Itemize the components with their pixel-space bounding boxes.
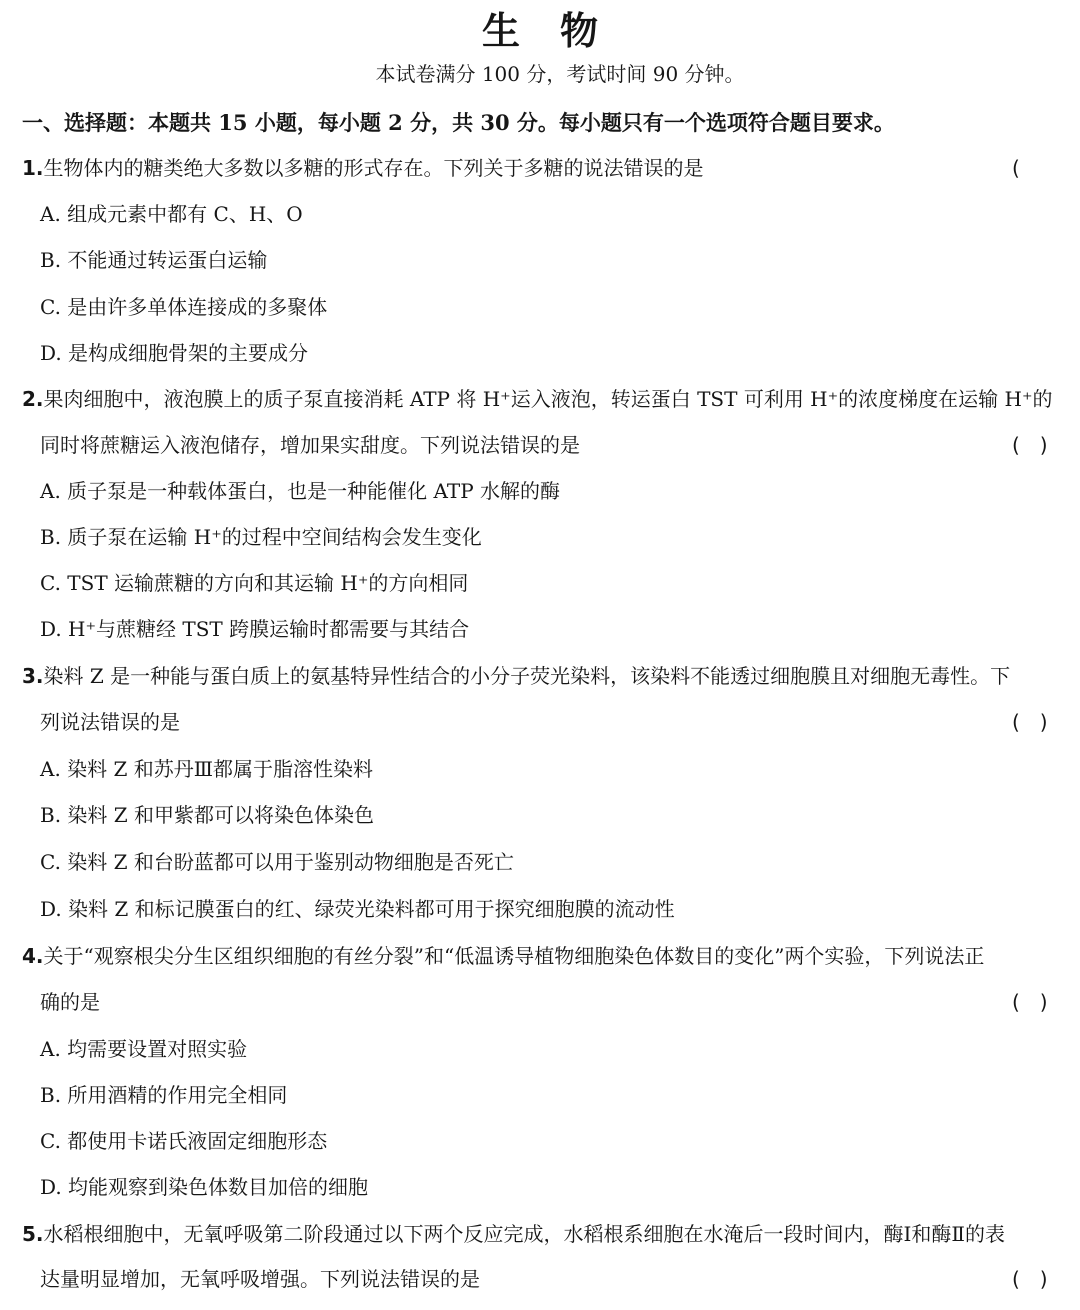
question-stem-line: 生物体内的糖类绝大多数以多糖的形式存在。下列关于多糖的说法错误的是 (43, 156, 704, 180)
question-number: 4. (22, 944, 44, 968)
exam-info: 本试卷满分 100 分，考试时间 90 分钟。 (375, 62, 745, 86)
answer-bracket: ( (1012, 156, 1020, 180)
question-stem-line: 达量明显增加，无氧呼吸增强。下列说法错误的是 (40, 1267, 480, 1291)
choice-option: B. 所用酒精的作用完全相同 (40, 1083, 288, 1107)
answer-bracket: ( ) (1012, 1267, 1048, 1291)
answer-bracket: ( ) (1012, 433, 1048, 457)
section-heading: 一、选择题：本题共 15 小题，每小题 2 分，共 30 分。每小题只有一个选项符合题目要求。 (22, 110, 895, 135)
choice-option: C. 染料 Z 和台盼蓝都可以用于鉴别动物细胞是否死亡 (40, 850, 514, 874)
page-title: 生物 (481, 8, 638, 53)
choice-option: A. 染料 Z 和苏丹Ⅲ都属于脂溶性染料 (40, 757, 374, 781)
choice-option: C. 都使用卡诺氏液固定细胞形态 (40, 1129, 328, 1153)
choice-option: B. 质子泵在运输 H⁺的过程中空间结构会发生变化 (40, 525, 482, 549)
question-stem-line: 果肉细胞中，液泡膜上的质子泵直接消耗 ATP 将 H⁺运入液泡，转运蛋白 TST 可利用 H⁺的浓度梯度在运输 H⁺的 (43, 387, 1053, 411)
choice-option: A. 质子泵是一种载体蛋白，也是一种能催化 ATP 水解的酶 (40, 479, 561, 503)
question-stem-line: 确的是 (40, 990, 100, 1014)
choice-option: A. 均需要设置对照实验 (40, 1037, 248, 1061)
answer-bracket: ( ) (1012, 990, 1048, 1014)
question-number: 3. (22, 664, 44, 688)
question-stem-line: 水稻根细胞中，无氧呼吸第二阶段通过以下两个反应完成，水稻根系细胞在水淹后一段时间内，酶Ⅰ和酶Ⅱ的表 (43, 1222, 1006, 1246)
question-stem-line: 染料 Z 是一种能与蛋白质上的氨基特异性结合的小分子荧光染料，该染料不能透过细胞膜且对细胞无毒性。下 (43, 664, 1011, 688)
question-stem-line: 列说法错误的是 (40, 710, 180, 734)
choice-option: D. 染料 Z 和标记膜蛋白的红、绿荧光染料都可用于探究细胞膜的流动性 (40, 897, 675, 921)
question-1-stem (22, 153, 704, 183)
question-number: 2. (22, 387, 44, 411)
choice-option: B. 染料 Z 和甲紫都可以将染色体染色 (40, 803, 375, 827)
choice-option: C. TST 运输蔗糖的方向和其运输 H⁺的方向相同 (40, 571, 469, 595)
choice-option: D. H⁺与蔗糖经 TST 跨膜运输时都需要与其结合 (40, 617, 470, 641)
question-2-stem (22, 384, 1053, 414)
choice-option: B. 不能通过转运蛋白运输 (40, 248, 268, 272)
choice-option: A. 组成元素中都有 C、H、O (40, 202, 303, 226)
question-3-stem (22, 661, 1010, 691)
choice-option: D. 均能观察到染色体数目加倍的细胞 (40, 1175, 369, 1199)
answer-bracket: ( ) (1012, 710, 1048, 734)
choice-option: D. 是构成细胞骨架的主要成分 (40, 341, 309, 365)
question-5-stem (22, 1219, 1005, 1249)
question-stem-line: 同时将蔗糖运入液泡储存，增加果实甜度。下列说法错误的是 (40, 433, 580, 457)
question-stem-line: 关于“观察根尖分生区组织细胞的有丝分裂”和“低温诱导植物细胞染色体数目的变化”两个实验，下列说法正 (43, 944, 985, 968)
choice-option: C. 是由许多单体连接成的多聚体 (40, 295, 328, 319)
question-number: 1. (22, 156, 44, 180)
question-4-stem (22, 941, 984, 971)
question-number: 5. (22, 1222, 44, 1246)
